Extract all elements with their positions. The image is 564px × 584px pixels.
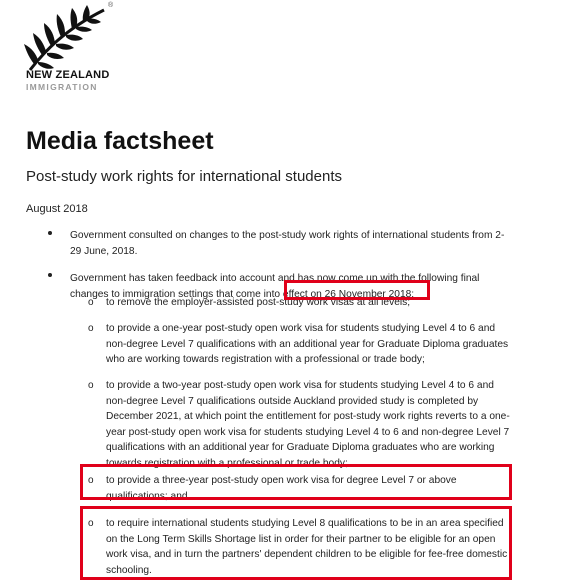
- highlight-effective-date: [284, 280, 430, 300]
- bullet-text-part: Government has taken feedback into account and has now come up with the following final changes to immigration settings that come into: [70, 273, 480, 300]
- date: August 2018: [26, 203, 88, 215]
- page-title: Media factsheet: [26, 127, 214, 155]
- silver-fern-icon: [24, 4, 114, 72]
- sub-marker: o: [88, 380, 94, 391]
- brand-sub: IMMIGRATION: [26, 82, 98, 92]
- brand-name: NEW ZEALAND: [26, 69, 110, 81]
- highlight-level8-item: [80, 506, 512, 580]
- sub-item: to provide a two-year post-study open work visa for students studying Level 4 to 6 and non-degree Level 7 qualifications outside Auckland provided study is completed by December 2021, at which point the entitlement for post-study work rights reverts to a one-year post-study open work visa for students studying Level 4 to 6 and non-degree Level 7 qualifications with an additional year for Graduate Diploma graduates who are working towards registration with a professional or trade body;: [106, 380, 510, 469]
- effective-date-text: effect on 26 November 2018:: [282, 288, 415, 300]
- registered-mark: ®: [108, 2, 114, 9]
- page-subtitle: Post-study work rights for international students: [26, 168, 342, 185]
- sub-marker: o: [88, 518, 94, 529]
- sub-item: to provide a three-year post-study open work visa for degree Level 7 or above qualifications; and: [106, 475, 457, 502]
- sub-marker: o: [88, 475, 94, 486]
- sub-item: to remove the employer-assisted post-study work visas at all levels;: [106, 297, 411, 308]
- sub-item: to require international students studying Level 8 qualifications to be in an area specified on the Long Term Skills Shortage list in order for their partner to be eligible for an open work visa, and in turn the partners' dependent children to be eligible for fee-free domestic schooling.: [106, 518, 508, 576]
- sub-marker: o: [88, 297, 94, 308]
- bullet-text: Government consulted on changes to the post-study work rights of international students from 2- 29 June, 2018.: [70, 230, 505, 257]
- bullet-dot: [48, 231, 52, 235]
- highlight-three-year-item: [80, 464, 512, 500]
- bullet-dot: [48, 273, 52, 277]
- sub-marker: o: [88, 323, 94, 334]
- sub-item: to provide a one-year post-study open work visa for students studying Level 4 to 6 and non-degree Level 7 qualifications with an additional year for Graduate Diploma graduates who are working towards registration with a professional or trade body;: [106, 323, 509, 366]
